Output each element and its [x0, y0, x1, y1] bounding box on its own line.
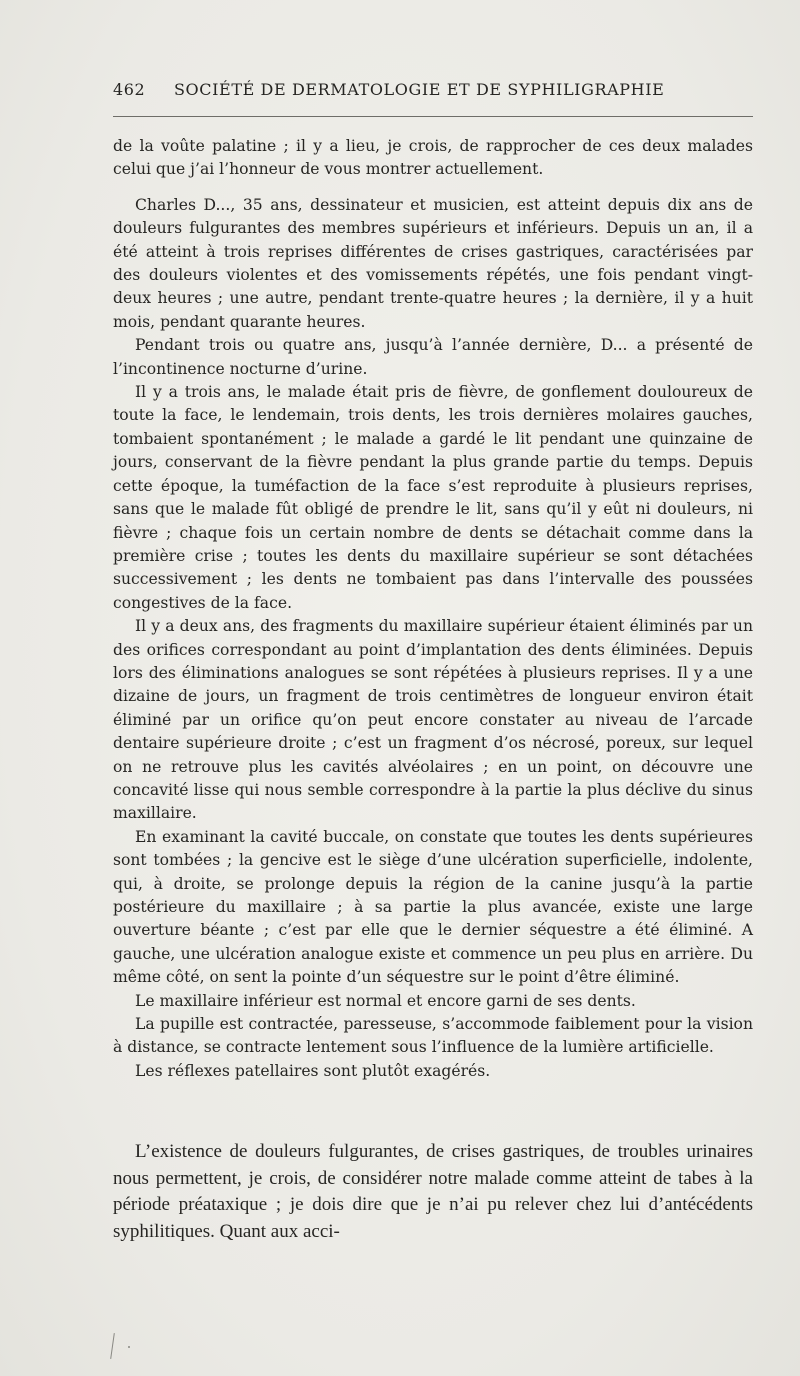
running-title: SOCIÉTÉ DE DERMATOLOGIE ET DE SYPHILIGRAPHIE: [174, 80, 665, 99]
case-report-body: [113, 135, 753, 1083]
discussion-text: [113, 1139, 753, 1245]
page-number: 462: [113, 80, 146, 99]
paragraph-fever-episode: Il y a trois ans, le malade était pris de fièvre, de gonflement douloureux de toute la face, le lendemain, trois dents, les trois dernières molaires gauches, tombaient spontanément ; le malade a gardé le lit pendant une quinzaine de jours, conservant de la fièvre pendant la plus grande partie du temps. Depuis cette époque, la tuméfaction de la face s’est reproduite à plusieurs reprises, sans que le malade fût obligé de prendre le lit, sans qu’il y eût ni douleurs, ni fièvre ; chaque fois un certain nombre de dents se détachait comme dans la première crise ; toutes les dents du maxillaire supérieur se sont détachées successivement ; les dents ne tombaient pas dans l’intervalle des poussées congestives de la face.: [113, 383, 753, 612]
header-rule: [113, 116, 753, 117]
paragraph-lower-jaw: Le maxillaire inférieur est normal et encore garni de ses dents.: [135, 991, 636, 1010]
running-head: [113, 80, 753, 104]
paragraph-patient-history: Charles D..., 35 ans, dessinateur et musicien, est atteint depuis dix ans de douleurs fulgurantes des membres supérieurs et inférieurs. Depuis un an, il a été atteint à trois reprises différentes de crises gastriques, caractérisées par des douleurs violentes et des vomissements répétés, une fois pendant vingt-deux heures ; une autre, pendant trente-quatre heures ; la dernière, il y a huit mois, pendant quarante heures.: [113, 195, 753, 331]
margin-mark: [110, 1333, 115, 1359]
paragraph-reflexes: Les réflexes patellaires sont plutôt exagérés.: [135, 1061, 491, 1080]
paragraph-conclusion: L’existence de douleurs fulgurantes, de crises gastriques, de troubles urinaires nous permettent, je crois, de considérer notre malade comme atteint de tabes à la période préataxique ; je dois dire que je n’ai pu relever chez lui d’antécédents syphilitiques. Quant aux acci-: [113, 1141, 753, 1242]
margin-dot: [128, 1346, 130, 1348]
paragraph-incontinence: Pendant trois ou quatre ans, jusqu’à l’année dernière, D... a présenté de l’incontinence nocturne d’urine.: [113, 336, 753, 378]
paragraph-pupil: La pupille est contractée, paresseuse, s’accommode faiblement pour la vision à distance, se contracte lentement sous l’influence de la lumière artificielle.: [113, 1015, 753, 1057]
paragraph-oral-exam: En examinant la cavité buccale, on constate que toutes les dents supérieures sont tombées ; la gencive est le siège d’une ulcération superficielle, indolente, qui, à droite, se prolonge depuis la région de la canine jusqu’à la partie postérieure du maxillaire ; à sa partie la plus avancée, existe une large ouverture béante ; c’est par elle que le dernier séquestre a été éliminé. A gauche, une ulcération analogue existe et commence un peu plus en arrière. Du même côté, on sent la pointe d’un séquestre sur le point d’être éliminé.: [113, 827, 753, 987]
paragraph-maxillary-fragments: Il y a deux ans, des fragments du maxillaire supérieur étaient éliminés par un des orifices correspondant au point d’implantation des dents éliminées. Depuis lors des éliminations analogues se sont répétées à plusieurs reprises. Il y a une dizaine de jours, un fragment de trois centimètres de longueur environ était éliminé par un orifice qu’on peut encore constater au niveau de l’arcade dentaire supérieure droite ; c’est un fragment d’os nécrosé, poreux, sur lequel on ne retrouve plus les cavités alvéolaires ; en un point, on découvre une concavité lisse qui nous semble correspondre à la partie la plus déclive du sinus maxillaire.: [113, 617, 753, 823]
paragraph-continuation: de la voûte palatine ; il y a lieu, je crois, de rapprocher de ces deux malades celui que j’ai l’honneur de vous montrer actuellement.: [113, 137, 753, 179]
